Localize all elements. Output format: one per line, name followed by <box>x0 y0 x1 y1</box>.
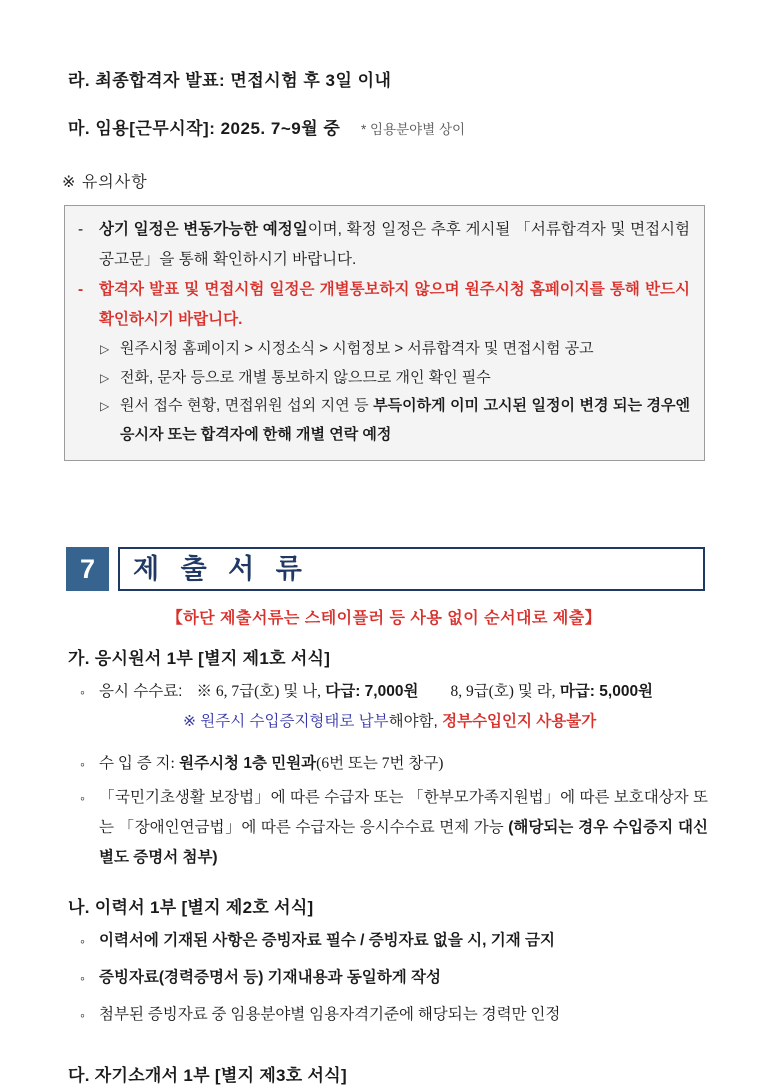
schedule-appointment-text: 마. 임용[근무시작]: 2025. 7~9월 중 <box>68 119 341 138</box>
revenue-stamp-line: ◦ 수 입 증 지: 원주시청 1층 민원과(6번 또는 7번 창구) <box>80 749 708 779</box>
circle-bullet-icon: ◦ <box>80 933 85 949</box>
appointment-note: * 임용분야별 상이 <box>361 122 466 137</box>
notice-item-schedule-change <box>78 215 690 275</box>
notice-item-text: 상기 일정은 변동가능한 예정일이며, 확정 일정은 추후 게시될 「서류합격자 및 면접시험 공고문」을 통해 확인하시기 바랍니다. <box>99 221 691 268</box>
triangle-bullet-icon: ▷ <box>100 399 110 413</box>
doc-heading-resume: 나. 이력서 1부 [별지 제2호 서식] <box>68 898 314 917</box>
schedule-item-final-pass <box>68 70 708 92</box>
notice-heading: ※ 유의사항 <box>62 174 148 191</box>
exemption-attachment-note: (해당되는 경우 수입증지 대신 별도 증명서 첨부) <box>99 819 708 866</box>
payment-method-red-text: 정부수입인지 사용불가 <box>442 713 597 730</box>
triangle-bullet-icon: ▷ <box>100 370 110 385</box>
section-header <box>66 547 705 591</box>
section-number-badge: 7 <box>66 547 109 591</box>
circle-bullet-icon: ◦ <box>80 684 85 700</box>
stamp-label: 수 입 증 지: <box>99 755 175 772</box>
schedule-item-appointment <box>68 118 708 141</box>
schedule-final-pass-text: 라. 최종합격자 발표: 면접시험 후 3일 이내 <box>68 71 392 90</box>
circle-bullet-icon: ◦ <box>80 1007 85 1023</box>
fee-amount-2: 마급: 5,000원 <box>559 683 654 700</box>
notice-subitem-schedule-delay: ▷ 원서 접수 현황, 면접위원 섭외 지연 등 부득이하게 이미 고시된 일정이 변경 되는 경우엔 응시자 또는 합격자에 한해 개별 연락 예정 <box>100 392 690 449</box>
notice-subitem-homepage-path: ▷ 원주시청 홈페이지 > 시정소식 > 시험정보 > 서류합격자 및 면접시험 공고 <box>100 335 690 364</box>
section-title-box <box>118 547 705 591</box>
notice-subitem-no-phone-notice: ▷ 전화, 문자 등으로 개별 통보하지 않으므로 개인 확인 필수 <box>100 364 690 393</box>
submit-order-notice: 【하단 제출서류는 스테이플러 등 사용 없이 순서대로 제출】 <box>166 610 602 627</box>
notice-item-red-text: 합격자 발표 및 면접시험 일정은 개별통보하지 않으며 원주시청 홈페이지를 통해 반드시 확인하시기 바랍니다. <box>99 281 690 328</box>
fee-exemption-paragraph: ◦ 「국민기초생활 보장법」에 따른 수급자 또는 「한부모가족지원법」에 따른 보호대상자 또는 「장애인연금법」에 따른 수급자는 응시수수료 면제 가능 (해당되는 경우 수입증지 대신 별도 증명서 첨부) <box>80 783 708 873</box>
resume-bullet-1: ◦ 이력서에 기재된 사항은 증빙자료 필수 / 증빙자료 없을 시, 기재 금지 <box>80 926 708 956</box>
fee-amount-1: 다급: 7,000원 <box>325 683 419 700</box>
payment-method-blue-text: ※ 원주시 수입증지형태로 납부 <box>183 713 389 730</box>
fee-text-1: ※ 6, 7급(호) 및 나, <box>196 683 321 700</box>
circle-bullet-icon: ◦ <box>80 790 85 806</box>
dash-bullet-icon: - <box>78 221 84 238</box>
triangle-bullet-icon: ▷ <box>100 342 110 356</box>
circle-bullet-icon: ◦ <box>80 970 85 986</box>
fee-label: 응시 수수료: <box>99 683 183 700</box>
fee-text-2: 8, 9급(호) 및 라, <box>450 683 556 700</box>
circle-bullet-icon: ◦ <box>80 756 85 772</box>
stamp-location: 원주시청 1층 민원과 <box>179 755 317 772</box>
doc-heading-self-introduction: 다. 자기소개서 1부 [별지 제3호 서식] <box>68 1066 347 1085</box>
notice-item-no-individual-notice <box>78 275 690 335</box>
resume-bullet-3: ◦ 첨부된 증빙자료 중 임용분야별 임용자격기준에 해당되는 경력만 인정 <box>80 1000 708 1030</box>
resume-bullet-2: ◦ 증빙자료(경력증명서 등) 기재내용과 동일하게 작성 <box>80 963 708 993</box>
payment-method-line: ※ 원주시 수입증지형태로 납부해야함, 정부수입인지 사용불가 <box>183 713 597 730</box>
doc-heading-application-form: 가. 응시원서 1부 [별지 제1호 서식] <box>68 649 331 668</box>
fee-line <box>80 677 708 707</box>
dash-bullet-icon: - <box>78 281 84 298</box>
section-title: 제 출 서 류 <box>133 553 309 584</box>
notice-box <box>64 205 705 461</box>
